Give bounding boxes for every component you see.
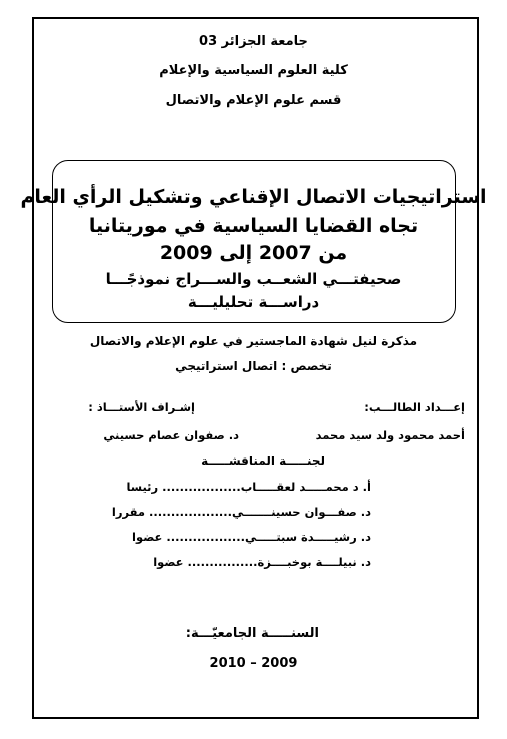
thesis-title-line3: من 2007 إلى 2009 <box>159 242 348 264</box>
committee-member: د. رشيـــــدة سبتـــــي.................. عضوا <box>132 530 371 544</box>
committee-member: د. نبيلــــة بوخبــــزة................ عضوا <box>153 555 371 569</box>
committee-member: د. صفـــوان حسينـــــــي................... مقررا <box>111 505 371 519</box>
supervisor-name: د. صفوان عصام حسيني <box>103 428 239 442</box>
department-name: قسم علوم الإعلام والاتصال <box>165 93 342 108</box>
thesis-title-line2: تجاه القضايا السياسية في موريتانيا <box>88 215 419 237</box>
student-label: إعـــداد الطالـــب: <box>364 400 465 414</box>
thesis-title-line1: استراتيجيات الاتصال الإقناعي وتشكيل الرأي العام <box>20 186 487 208</box>
specialty: تخصص : اتصال استراتيجي <box>175 359 332 373</box>
committee-heading: لجنـــــة المناقشـــــة <box>201 454 325 468</box>
supervisor-label: إشـراف الأستـــاذ : <box>88 400 195 414</box>
academic-year: 2010 – 2009 <box>209 656 298 671</box>
university-name: جامعة الجزائر 03 <box>199 34 308 49</box>
study-type: دراســـة تحليليـــة <box>187 293 320 311</box>
thesis-subtitle: صحيفتـــي الشعــب والســـراج نموذجًـــا <box>105 270 402 288</box>
committee-member: أ. د محمـــــد لعقـــــاب.................. رئيسا <box>126 480 371 494</box>
degree-statement: مذكرة لنيل شهادة الماجستير في علوم الإعلام والاتصال <box>89 334 418 348</box>
faculty-name: كلية العلوم السياسية والإعلام <box>159 63 348 78</box>
academic-year-label: السنـــــة الجامعيّـــة: <box>185 626 319 641</box>
student-name: أحمد محمود ولد سيد محمد <box>315 428 465 442</box>
